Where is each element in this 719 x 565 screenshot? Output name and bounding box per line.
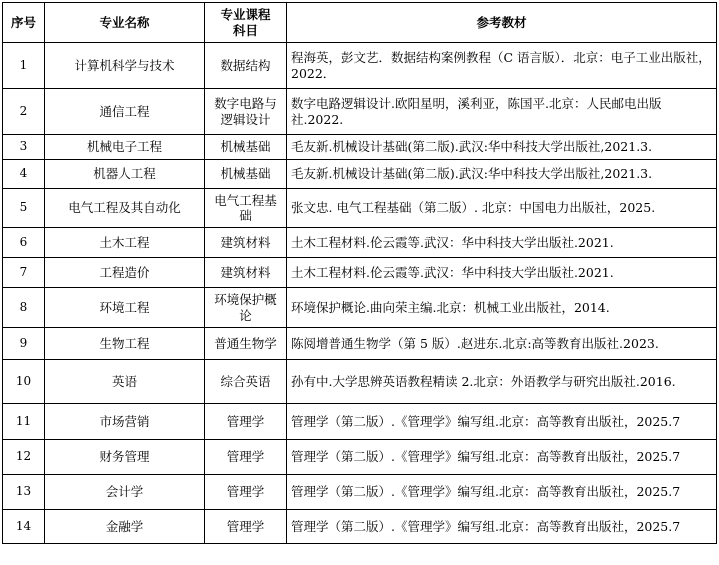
textbook-table (2, 2, 717, 544)
row-course: 环境保护概论 (205, 288, 287, 328)
row-textbook: 管理学（第二版）.《管理学》编写组.北京：高等教育出版社，2025.7 (287, 475, 717, 510)
row-major: 财务管理 (45, 440, 205, 475)
row-textbook: 数字电路逻辑设计.欧阳星明，溪利亚，陈国平.北京：人民邮电出版社.2022. (287, 89, 717, 135)
row-major: 通信工程 (45, 89, 205, 135)
row-textbook: 孙有中.大学思辨英语教程精读 2.北京：外语教学与研究出版社.2016. (287, 360, 717, 404)
row-course: 数字电路与逻辑设计 (205, 89, 287, 135)
row-textbook: 土木工程材料.伦云霞等.武汉：华中科技大学出版社.2021. (287, 228, 717, 258)
textbook-table-container (2, 2, 717, 544)
row-index: 4 (3, 160, 45, 189)
row-textbook: 管理学（第二版）.《管理学》编写组.北京：高等教育出版社，2025.7 (287, 440, 717, 475)
table-row (3, 228, 717, 258)
row-textbook: 毛友新.机械设计基础(第二版).武汉:华中科技大学出版社,2021.3. (287, 160, 717, 189)
table-row (3, 328, 717, 360)
row-course: 综合英语 (205, 360, 287, 404)
row-textbook: 管理学（第二版）.《管理学》编写组.北京：高等教育出版社，2025.7 (287, 404, 717, 440)
table-row (3, 475, 717, 510)
table-row (3, 135, 717, 160)
row-index: 11 (3, 404, 45, 440)
row-course: 管理学 (205, 510, 287, 544)
row-course: 管理学 (205, 404, 287, 440)
header-index: 序号 (3, 3, 45, 43)
row-course: 数据结构 (205, 43, 287, 89)
row-course: 普通生物学 (205, 328, 287, 360)
row-major: 机械电子工程 (45, 135, 205, 160)
row-index: 8 (3, 288, 45, 328)
row-textbook: 管理学（第二版）.《管理学》编写组.北京：高等教育出版社，2025.7 (287, 510, 717, 544)
row-textbook: 土木工程材料.伦云霞等.武汉：华中科技大学出版社.2021. (287, 258, 717, 288)
row-course: 管理学 (205, 475, 287, 510)
header-major: 专业名称 (45, 3, 205, 43)
row-course: 建筑材料 (205, 258, 287, 288)
header-row (3, 3, 717, 43)
row-major: 金融学 (45, 510, 205, 544)
row-index: 1 (3, 43, 45, 89)
row-index: 9 (3, 328, 45, 360)
table-row (3, 89, 717, 135)
table-row (3, 189, 717, 228)
row-index: 5 (3, 189, 45, 228)
table-row (3, 360, 717, 404)
header-course: 专业课程科目 (205, 3, 287, 43)
table-row (3, 510, 717, 544)
row-major: 电气工程及其自动化 (45, 189, 205, 228)
row-major: 机器人工程 (45, 160, 205, 189)
row-textbook: 陈阅增普通生物学（第 5 版）.赵进东.北京:高等教育出版社.2023. (287, 328, 717, 360)
row-major: 计算机科学与技术 (45, 43, 205, 89)
row-major: 市场营销 (45, 404, 205, 440)
row-textbook: 张文忠. 电气工程基础（第二版）. 北京：中国电力出版社，2025. (287, 189, 717, 228)
row-index: 3 (3, 135, 45, 160)
row-index: 6 (3, 228, 45, 258)
table-row (3, 440, 717, 475)
table-row (3, 43, 717, 89)
row-major: 英语 (45, 360, 205, 404)
row-major: 工程造价 (45, 258, 205, 288)
row-index: 7 (3, 258, 45, 288)
row-major: 生物工程 (45, 328, 205, 360)
row-textbook: 程海英，彭文艺．数据结构案例教程（C 语言版）．北京：电子工业出版社，2022． (287, 43, 717, 89)
row-course: 管理学 (205, 440, 287, 475)
row-index: 10 (3, 360, 45, 404)
row-index: 2 (3, 89, 45, 135)
row-index: 14 (3, 510, 45, 544)
row-course: 机械基础 (205, 160, 287, 189)
row-textbook: 毛友新.机械设计基础(第二版).武汉:华中科技大学出版社,2021.3. (287, 135, 717, 160)
table-row (3, 258, 717, 288)
table-row (3, 404, 717, 440)
row-course: 建筑材料 (205, 228, 287, 258)
row-major: 土木工程 (45, 228, 205, 258)
table-row (3, 160, 717, 189)
row-index: 12 (3, 440, 45, 475)
row-major: 环境工程 (45, 288, 205, 328)
table-row (3, 288, 717, 328)
row-index: 13 (3, 475, 45, 510)
row-major: 会计学 (45, 475, 205, 510)
header-textbook: 参考教材 (287, 3, 717, 43)
row-textbook: 环境保护概论.曲向荣主编.北京：机械工业出版社，2014. (287, 288, 717, 328)
row-course: 电气工程基础 (205, 189, 287, 228)
row-course: 机械基础 (205, 135, 287, 160)
